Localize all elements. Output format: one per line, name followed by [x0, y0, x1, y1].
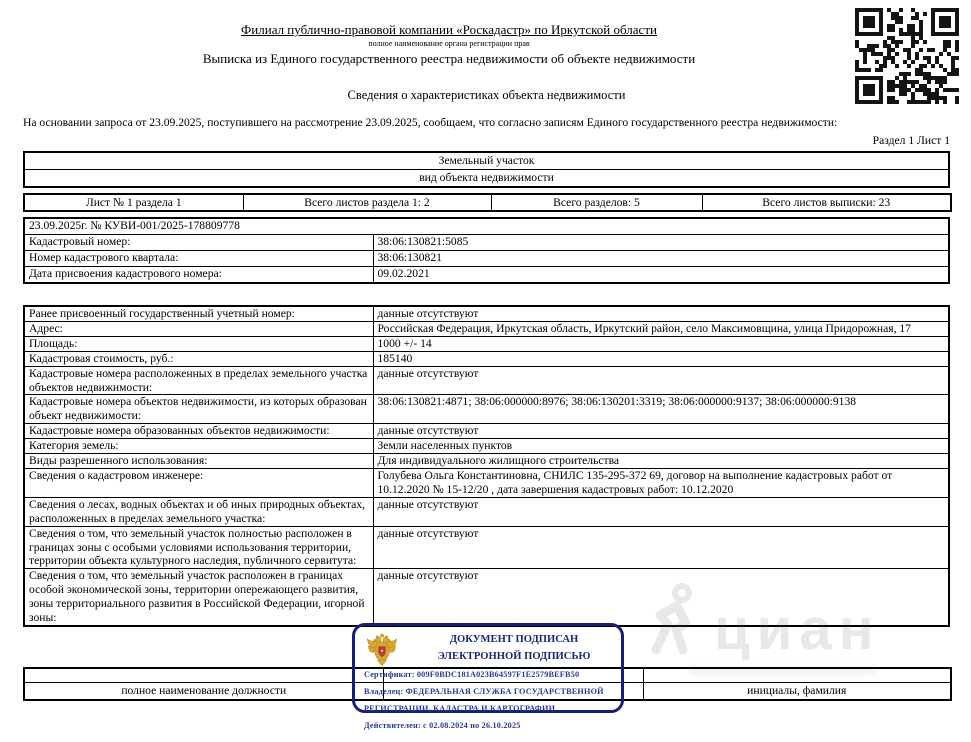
stamp-owner-line1: Владелец: ФЕДЕРАЛЬНАЯ СЛУЖБА ГОСУДАРСТВЕННОЙ	[364, 687, 604, 697]
table-row	[24, 439, 949, 454]
detail-value: данные отсутствуют	[373, 569, 949, 626]
cadastral-value: 38:06:130821:5085	[373, 235, 949, 251]
document-title: Выписка из Единого государственного реестра недвижимости об объекте недвижимости	[202, 51, 696, 66]
stamp-title-line1: ДОКУМЕНТ ПОДПИСАН	[449, 634, 579, 645]
table-row	[24, 251, 949, 267]
cadastral-value: 38:06:130821	[373, 251, 949, 267]
table-row	[24, 569, 949, 626]
detail-value: Голубева Ольга Константиновна, СНИЛС 135-295-372 69, договор на выполнение кадастровых работ от 10.12.2020 № 15-12/20 , дата завершения кадастровых работ: 10.12.2020	[373, 468, 949, 497]
detail-label: Кадастровые номера образованных объектов недвижимости:	[24, 424, 373, 439]
qr-code	[855, 8, 959, 104]
detail-value: данные отсутствуют	[373, 306, 949, 321]
detail-value: данные отсутствуют	[373, 497, 949, 526]
stamp-validity: Действителен: с 02.08.2024 по 26.10.2025	[364, 720, 521, 730]
detail-value: Земли населенных пунктов	[373, 439, 949, 454]
name-caption: инициалы, фамилия	[643, 682, 951, 700]
table-row	[24, 395, 949, 424]
detail-label: Ранее присвоенный государственный учетный номер:	[24, 306, 373, 321]
request-number: 23.09.2025г. № КУВИ-001/2025-178809778	[24, 218, 949, 235]
table-row	[24, 194, 951, 211]
table-row	[24, 336, 949, 351]
detail-label: Кадастровые номера расположенных в пределах земельного участка объектов недвижимости:	[24, 366, 373, 395]
detail-value: 1000 +/- 14	[373, 336, 949, 351]
stamp-owner-line2: РЕГИСТРАЦИИ, КАДАСТРА И КАРТОГРАФИИ	[364, 704, 556, 714]
detail-value: Для индивидуального жилищного строительства	[373, 454, 949, 469]
table-row	[24, 218, 949, 235]
stamp-title-line2: ЭЛЕКТРОННОЙ ПОДПИСЬЮ	[437, 650, 591, 662]
detail-value: Российская Федерация, Иркутская область, Иркутский район, село Максимовщина, улица Придорожная, 17	[373, 321, 949, 336]
detail-value: 185140	[373, 351, 949, 366]
object-type-value: Земельный участок	[24, 152, 949, 170]
document-page	[23, 0, 950, 701]
detail-label: Сведения о лесах, водных объектах и об иных природных объектах, расположенных в пределах земельного участка:	[24, 497, 373, 526]
details-table	[23, 305, 950, 627]
cadastral-label: Номер кадастрового квартала:	[24, 251, 373, 267]
detail-label: Сведения о том, что земельный участок расположен в границах особой экономической зоны, территории опережающего развития, зоны территориального развития в Российской Федерации, игорной зоны:	[24, 569, 373, 626]
table-row	[24, 267, 949, 284]
table-row	[24, 321, 949, 336]
detail-value: 38:06:130821:4871; 38:06:000000:8976; 38:06:130201:3319; 38:06:000000:9137; 38:06:000000:9138	[373, 395, 949, 424]
table-row	[24, 526, 949, 569]
detail-label: Площадь:	[24, 336, 373, 351]
detail-value: данные отсутствуют	[373, 424, 949, 439]
signature-blank-cell	[24, 668, 383, 683]
russia-coat-of-arms-icon	[366, 633, 398, 674]
detail-label: Адрес:	[24, 321, 373, 336]
detail-label: Кадастровая стоимость, руб.:	[24, 351, 373, 366]
object-type-caption: вид объекта недвижимости	[24, 170, 949, 188]
detail-value: данные отсутствуют	[373, 366, 949, 395]
cadastral-value: 09.02.2021	[373, 267, 949, 284]
table-row	[24, 306, 949, 321]
detail-label: Кадастровые номера объектов недвижимости, из которых образован объект недвижимости:	[24, 395, 373, 424]
detail-label: Сведения о том, что земельный участок полностью расположен в границах зоны с особыми условиями использования территории, территории объекта культурного наследия, публичного сервитута:	[24, 526, 373, 569]
cadastral-table	[23, 217, 950, 284]
stamp-certificate: Сертификат: 009F0BDC181A023B64597F1E2579BEFB50	[364, 670, 580, 680]
table-row	[24, 152, 949, 170]
table-row	[24, 366, 949, 395]
cadastral-label: Кадастровый номер:	[24, 235, 373, 251]
signature-blank-cell	[643, 668, 951, 683]
cadastral-label: Дата присвоения кадастрового номера:	[24, 267, 373, 284]
table-row	[24, 235, 949, 251]
section-title: Сведения о характеристиках объекта недвижимости	[347, 88, 626, 102]
electronic-signature-stamp	[352, 623, 624, 730]
document-header	[23, 22, 875, 67]
table-row	[24, 468, 949, 497]
watermark-text: циан	[714, 597, 881, 662]
detail-value: данные отсутствуют	[373, 526, 949, 569]
table-row	[24, 424, 949, 439]
position-caption: полное наименование должности	[24, 682, 383, 700]
sheet-info-cell: Всего листов раздела 1: 2	[243, 194, 491, 211]
registration-authority-name: Филиал публично-правовой компании «Роскадастр» по Иркутской области	[241, 22, 657, 37]
sheet-info-cell: Всего разделов: 5	[491, 194, 702, 211]
section-sheet-label: Раздел 1 Лист 1	[872, 134, 950, 147]
table-row	[24, 170, 949, 188]
detail-label: Виды разрешенного использования:	[24, 454, 373, 469]
detail-label: Категория земель:	[24, 439, 373, 454]
table-row	[24, 351, 949, 366]
object-type-table	[23, 151, 950, 188]
table-row	[24, 454, 949, 469]
table-row	[24, 497, 949, 526]
request-line: На основании запроса от 23.09.2025, поступившего на рассмотрение 23.09.2025, сообщаем, что согласно записям Единого государственного реестра недвижимости:	[23, 116, 838, 129]
registration-authority-caption: полное наименование органа регистрации прав	[368, 39, 530, 48]
sheet-info-table	[23, 193, 952, 212]
sheet-info-cell: Всего листов выписки: 23	[702, 194, 951, 211]
sheet-info-cell: Лист № 1 раздела 1	[24, 194, 243, 211]
detail-label: Сведения о кадастровом инженере:	[24, 468, 373, 497]
